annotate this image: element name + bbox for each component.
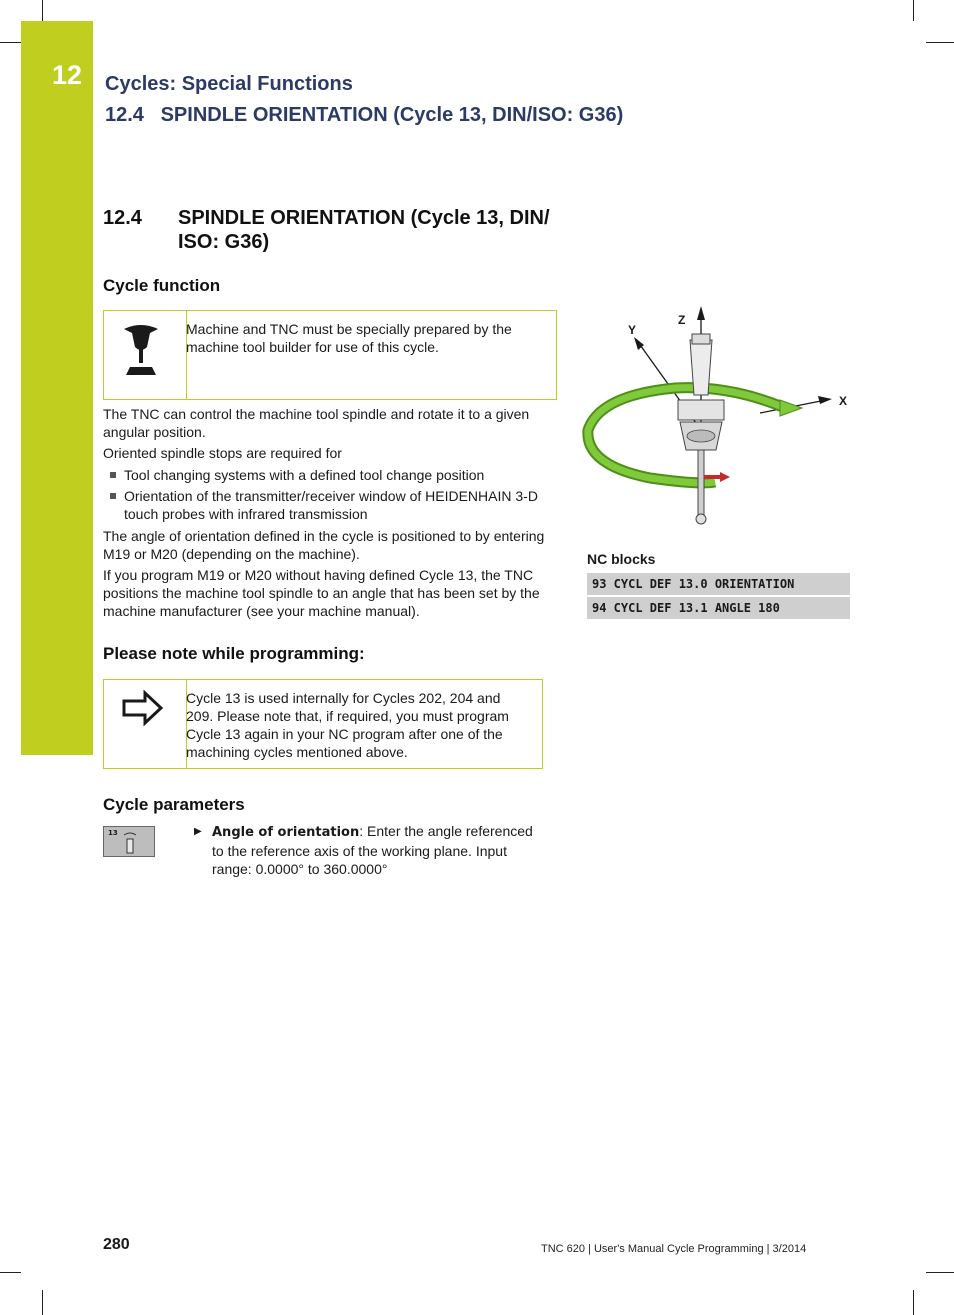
softkey-label: 13	[108, 829, 118, 837]
footer-text: TNC 620 | User's Manual Cycle Programming | 3/2014	[541, 1243, 807, 1255]
cycle-function-para-3: The angle of orientation defined in the cycle is positioned to by entering M19 or M20 (depending on the machine).	[103, 528, 545, 562]
nc-block-line: 93 CYCL DEF 13.0 ORIENTATION	[587, 573, 850, 595]
axis-label-y: Y	[628, 323, 637, 337]
crop-mark	[0, 1272, 21, 1273]
crop-mark	[42, 1290, 43, 1315]
nc-blocks-heading: NC blocks	[587, 551, 656, 567]
list-item	[124, 466, 556, 484]
axis-label-z: Z	[678, 313, 686, 327]
crop-mark	[913, 0, 914, 21]
spindle-orientation-figure	[580, 300, 855, 535]
section-title	[103, 206, 583, 253]
crop-mark	[0, 42, 21, 43]
arrow-right-icon	[121, 690, 165, 726]
parameter-name: Angle of orientation	[212, 825, 360, 840]
machine-note-text: Machine and TNC must be specially prepared by the machine tool builder for use of this cycle.	[186, 321, 512, 355]
programming-note-text: Cycle 13 is used internally for Cycles 202, 204 and 209. Please note that, if required, you must program Cycle 13 again in your NC program after one of the machining cycles mentioned above.	[186, 690, 509, 760]
crop-mark	[913, 1290, 914, 1315]
z-axis-arrow	[697, 306, 705, 320]
chapter-number: 12	[52, 60, 83, 90]
tool-shank	[698, 450, 704, 515]
tool-flange	[678, 400, 724, 420]
running-header-title: Cycles: Special Functions	[105, 73, 353, 95]
cycle-function-heading: Cycle function	[103, 276, 221, 295]
axis-label-x: X	[839, 394, 848, 408]
crop-mark	[926, 1272, 954, 1273]
section-number: 12.4	[103, 207, 142, 229]
chapter-tab	[21, 21, 93, 755]
programming-heading: Please note while programming:	[103, 644, 365, 663]
parameter-description	[212, 822, 537, 878]
machine-note-box	[103, 310, 557, 400]
cycle-function-para-1: The TNC can control the machine tool spindle and rotate it to a given angular position.	[103, 406, 530, 440]
bullet-marker	[110, 493, 116, 499]
tool-taper	[690, 340, 712, 395]
rotation-arrow-head	[780, 400, 802, 416]
parameter-arrow-icon: ▶	[194, 826, 202, 837]
nc-block-line: 94 CYCL DEF 13.1 ANGLE 180	[587, 597, 850, 619]
programming-note-box	[103, 679, 543, 769]
page-number: 280	[103, 1236, 130, 1253]
cycle-function-para-4: If you program M19 or M20 without having defined Cycle 13, the TNC positions the machine tool spindle to an angle that has been set by the machine manufacturer (see your machine manual).	[103, 567, 540, 619]
list-item-text: Tool changing systems with a defined tool change position	[124, 467, 485, 483]
x-axis-arrow	[818, 396, 832, 404]
spindle-icon	[122, 831, 138, 855]
section-heading: SPINDLE ORIENTATION (Cycle 13, DIN/ ISO: G36)	[178, 207, 550, 253]
tool-collet	[687, 430, 715, 442]
tool-pull-stud	[692, 334, 710, 344]
tool-tip	[696, 514, 706, 524]
running-header-subtitle: 12.4 SPINDLE ORIENTATION (Cycle 13, DIN/ISO: G36)	[105, 104, 624, 126]
cycle-function-para-2: Oriented spindle stops are required for	[103, 445, 342, 461]
machine-warning-icon	[120, 323, 162, 377]
crop-mark	[926, 42, 954, 43]
list-item	[124, 487, 556, 523]
cycle-parameters-heading: Cycle parameters	[103, 795, 245, 814]
crop-mark	[42, 0, 43, 21]
parameter-text: : Enter the angle referenced to the reference axis of the working plane. Input range: 0.0000° to 360.0000°	[212, 823, 533, 877]
bullet-marker	[110, 472, 116, 478]
cycle-13-softkey[interactable]	[103, 826, 155, 857]
list-item-text: Orientation of the transmitter/receiver window of HEIDENHAIN 3-D touch probes with infrared transmission	[124, 488, 538, 522]
